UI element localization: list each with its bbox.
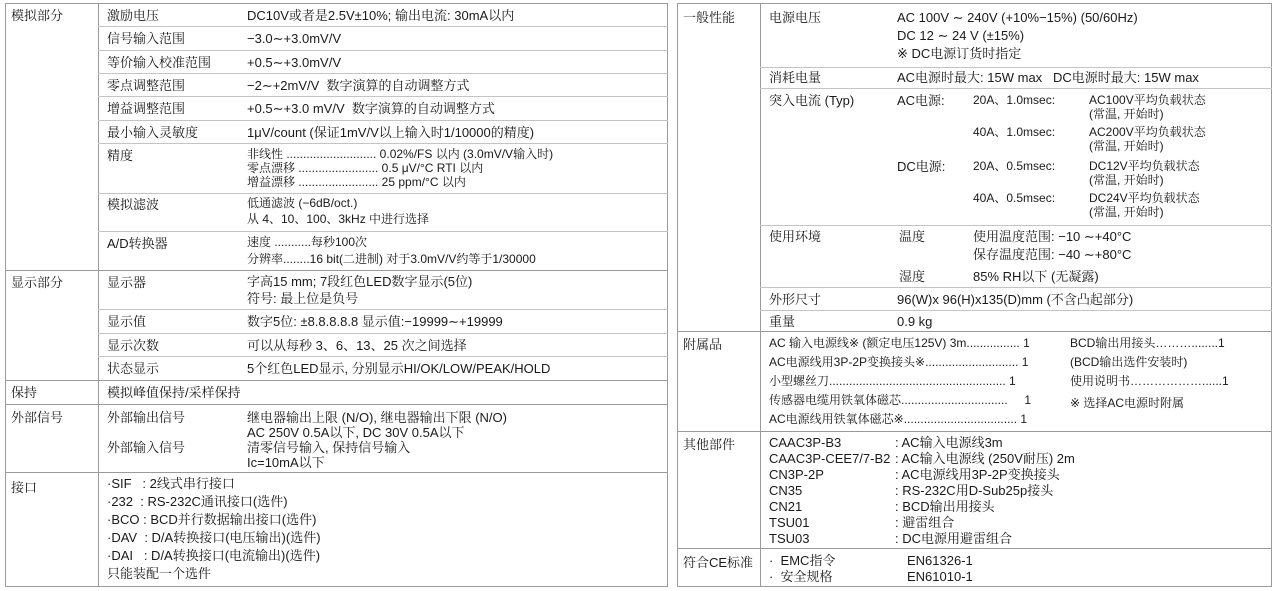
row-value: 可以从每秒 3、6、13、25 次之间选择 bbox=[247, 338, 467, 353]
row-label: 零点调整范围 bbox=[107, 78, 186, 93]
rule bbox=[5, 270, 668, 271]
category-interface: 接口 bbox=[11, 480, 38, 495]
interface-line: 只能装配一个选件 bbox=[107, 566, 212, 581]
interface-line: ·232 : RS-232C通讯接口(选件) bbox=[107, 494, 288, 509]
inrush-note: (常温, 开始时) bbox=[1089, 205, 1164, 219]
rule bbox=[98, 96, 668, 97]
row-label: 消耗电量 bbox=[769, 70, 822, 85]
part-code: CN35 bbox=[769, 483, 803, 498]
inrush-cond: DC24V平均负载状态 bbox=[1089, 191, 1200, 205]
ce-item: · EMC指令 bbox=[769, 553, 836, 568]
row-value: 1μV/count (保证1mV/V以上输入时1/10000的精度) bbox=[247, 125, 535, 140]
row-value: DC10V或者是2.5V±10%; 输出电流: 30mA以内 bbox=[247, 8, 515, 23]
rule bbox=[677, 331, 1272, 332]
row-line: Ic=10mA以下 bbox=[247, 455, 325, 470]
part-desc: : RS-232C用D-Sub25p接头 bbox=[895, 483, 1054, 498]
accessory-line: ※ 选择AC电源时附属 bbox=[1070, 396, 1185, 410]
env-temp-line: 使用温度范围: −10 ∼+40°C bbox=[973, 229, 1132, 244]
rule bbox=[760, 67, 1272, 68]
inrush-value: 20A、0.5msec: bbox=[973, 159, 1056, 173]
border bbox=[5, 3, 6, 587]
row-value: 96(W)x 96(H)x135(D)mm (不含凸起部分) bbox=[897, 292, 1134, 307]
part-desc: : BCD输出用接头 bbox=[895, 499, 995, 514]
row-label: 使用环境 bbox=[769, 229, 822, 244]
inrush-cond: AC200V平均负载状态 bbox=[1089, 125, 1206, 139]
row-label: 增益调整范围 bbox=[107, 101, 186, 116]
row-line: DC 12 ∼ 24 V (±15%) bbox=[897, 28, 1025, 43]
category-accessories: 附属品 bbox=[683, 337, 723, 352]
rule bbox=[760, 287, 1272, 288]
rule bbox=[677, 586, 1272, 587]
row-line: 低通滤波 (−6dB/oct.) bbox=[247, 196, 358, 210]
row-line: 非线性 ........................... 0.02%/FS 以内 (3.0mV/V输入时) bbox=[247, 147, 554, 161]
rule bbox=[5, 404, 668, 405]
row-line: 清零信号输入, 保持信号输入 bbox=[247, 440, 411, 455]
rule bbox=[98, 73, 668, 74]
part-code: CAAC3P-B3 bbox=[769, 435, 842, 450]
rule bbox=[5, 380, 668, 381]
category-hold: 保持 bbox=[11, 385, 38, 400]
row-label: 模拟滤波 bbox=[107, 197, 160, 212]
rule bbox=[98, 356, 668, 357]
row-value: −2∼+2mV/V 数字演算的自动调整方式 bbox=[247, 78, 470, 93]
accessory-line: AC 输入电源线※ (额定电压125V) 3m................ 1 bbox=[769, 336, 1030, 350]
row-label: 显示器 bbox=[107, 275, 147, 290]
accessory-line: AC电源线用铁氧体磁芯※.................................. 1 bbox=[769, 412, 1028, 426]
inrush-note: (常温, 开始时) bbox=[1089, 173, 1164, 187]
row-label: 显示次数 bbox=[107, 338, 160, 353]
accessory-line: AC电源线用3P-2P变换接头※............................ 1 bbox=[769, 355, 1029, 369]
rule bbox=[677, 3, 1272, 4]
row-line: 符号: 最上位是负号 bbox=[247, 291, 359, 306]
inrush-note: (常温, 开始时) bbox=[1089, 107, 1164, 121]
spec-table-right bbox=[677, 3, 1272, 587]
accessory-line: 使用说明书………………......1 bbox=[1070, 374, 1229, 388]
spec-table-left bbox=[5, 3, 668, 587]
inrush-value: 40A、1.0msec: bbox=[973, 125, 1056, 139]
part-code: CN21 bbox=[769, 499, 803, 514]
row-line: 零点漂移 ........................ 0.5 μV/°C RTI 以内 bbox=[247, 161, 484, 175]
rule bbox=[98, 231, 668, 232]
row-label: 状态显示 bbox=[107, 361, 160, 376]
divider bbox=[98, 3, 99, 587]
inrush-note: (常温, 开始时) bbox=[1089, 139, 1164, 153]
interface-line: ·BCO : BCD并行数据输出接口(选件) bbox=[107, 512, 317, 527]
inrush-value: 40A、0.5msec: bbox=[973, 191, 1056, 205]
part-code: CN3P-2P bbox=[769, 467, 824, 482]
inrush-cond: AC100V平均负载状态 bbox=[1089, 93, 1206, 107]
row-line: 分辨率........16 bit(二进制) 对于3.0mV/V约等于1/30000 bbox=[247, 252, 536, 266]
divider bbox=[760, 3, 761, 587]
interface-line: ·DAV : D/A转换接口(电压输出)(选件) bbox=[107, 530, 321, 545]
row-label: 信号输入范围 bbox=[107, 31, 186, 46]
row-label: 精度 bbox=[107, 148, 134, 163]
accessory-line: BCD输出用接头………........1 bbox=[1070, 336, 1225, 350]
row-value: AC电源时最大: 15W max DC电源时最大: 15W max bbox=[897, 70, 1199, 85]
row-value: +0.5∼+3.0 mV/V 数字演算的自动调整方式 bbox=[247, 101, 495, 116]
row-label: 激励电压 bbox=[107, 8, 160, 23]
part-desc: : AC输入电源线3m bbox=[895, 435, 1003, 450]
rule bbox=[98, 193, 668, 194]
row-line: ※ DC电源订货时指定 bbox=[897, 46, 1022, 61]
part-desc: : DC电源用避雷组合 bbox=[895, 531, 1013, 546]
rule bbox=[98, 309, 668, 310]
row-label: 外部输入信号 bbox=[107, 440, 186, 455]
inrush-dc-label: DC电源: bbox=[897, 159, 946, 174]
inrush-cond: DC12V平均负载状态 bbox=[1089, 159, 1200, 173]
rule bbox=[98, 143, 668, 144]
env-humidity-label: 湿度 bbox=[899, 269, 926, 284]
row-value: +0.5∼+3.0mV/V bbox=[247, 55, 342, 70]
rule bbox=[98, 120, 668, 121]
part-desc: : AC输入电源线 (250V耐压) 2m bbox=[895, 451, 1075, 466]
accessory-line: 小型螺丝刀..................................................... 1 bbox=[769, 374, 1016, 388]
rule bbox=[677, 548, 1272, 549]
env-humidity-value: 85% RH以下 (无凝露) bbox=[973, 269, 1099, 284]
env-temp-label: 温度 bbox=[899, 229, 926, 244]
category-ce: 符合CE标准 bbox=[683, 555, 754, 570]
inrush-value: 20A、1.0msec: bbox=[973, 93, 1056, 107]
row-line: 从 4、10、100、3kHz 中进行选择 bbox=[247, 212, 430, 226]
row-label: A/D转换器 bbox=[107, 236, 168, 251]
rule bbox=[760, 225, 1272, 226]
ce-item: · 安全规格 bbox=[769, 569, 833, 584]
env-temp-line: 保存温度范围: −40 ∼+80°C bbox=[973, 247, 1132, 262]
row-line: 增益漂移 ........................ 25 ppm/°C 以内 bbox=[247, 175, 466, 189]
row-label: 显示值 bbox=[107, 314, 147, 329]
accessory-line: (BCD输出选件安装时) bbox=[1070, 355, 1188, 369]
rule bbox=[5, 472, 668, 473]
rule bbox=[98, 26, 668, 27]
row-line: AC 250V 0.5A以下, DC 30V 0.5A以下 bbox=[247, 425, 465, 440]
category-analog: 模拟部分 bbox=[11, 8, 64, 23]
rule bbox=[5, 3, 668, 4]
category-general: 一般性能 bbox=[683, 10, 736, 25]
border bbox=[1271, 3, 1272, 587]
category-external-signal: 外部信号 bbox=[11, 410, 64, 425]
ce-standard: EN61326-1 bbox=[907, 553, 973, 568]
rule bbox=[5, 586, 668, 587]
row-label: 最小输入灵敏度 bbox=[107, 125, 199, 140]
row-line: AC 100V ∼ 240V (+10%−15%) (50/60Hz) bbox=[897, 10, 1138, 25]
rule bbox=[98, 50, 668, 51]
category-display: 显示部分 bbox=[11, 275, 64, 290]
row-value: 数字5位: ±8.8.8.8.8 显示值:−19999∼+19999 bbox=[247, 314, 503, 329]
row-line: 字高15 mm; 7段红色LED数字显示(5位) bbox=[247, 274, 473, 289]
part-code: TSU01 bbox=[769, 515, 810, 530]
row-label: 突入电流 (Typ) bbox=[769, 93, 855, 108]
part-code: CAAC3P-CEE7/7-B2 bbox=[769, 451, 891, 466]
row-value: 5个红色LED显示, 分别显示HI/OK/LOW/PEAK/HOLD bbox=[247, 361, 551, 376]
inrush-ac-label: AC电源: bbox=[897, 93, 945, 108]
row-label: 电源电压 bbox=[769, 10, 822, 25]
row-value: −3.0∼+3.0mV/V bbox=[247, 31, 342, 46]
accessory-line: 传感器电缆用铁氧体磁芯................................ 1 bbox=[769, 393, 1032, 407]
part-desc: : AC电源线用3P-2P变换接头 bbox=[895, 467, 1060, 482]
row-line: 速度 ...........每秒100次 bbox=[247, 235, 368, 249]
rule bbox=[760, 310, 1272, 311]
part-code: TSU03 bbox=[769, 531, 810, 546]
border bbox=[677, 3, 678, 587]
row-label: 外形尺寸 bbox=[769, 292, 822, 307]
row-label: 外部输出信号 bbox=[107, 410, 186, 425]
row-label: 重量 bbox=[769, 314, 796, 329]
row-line: 继电器输出上限 (N/O), 继电器输出下限 (N/O) bbox=[247, 410, 507, 425]
row-value: 0.9 kg bbox=[897, 314, 933, 329]
interface-line: ·SIF : 2线式串行接口 bbox=[107, 476, 235, 491]
part-desc: : 避雷组合 bbox=[895, 515, 955, 530]
rule bbox=[98, 333, 668, 334]
row-label: 等价输入校准范围 bbox=[107, 55, 212, 70]
category-other-parts: 其他部件 bbox=[683, 437, 736, 452]
border bbox=[667, 3, 668, 587]
rule bbox=[677, 431, 1272, 432]
row-value: 模拟峰值保持/采样保持 bbox=[107, 385, 241, 400]
interface-line: ·DAI : D/A转换接口(电流输出)(选件) bbox=[107, 548, 321, 563]
ce-standard: EN61010-1 bbox=[907, 569, 973, 584]
rule bbox=[760, 88, 1272, 89]
